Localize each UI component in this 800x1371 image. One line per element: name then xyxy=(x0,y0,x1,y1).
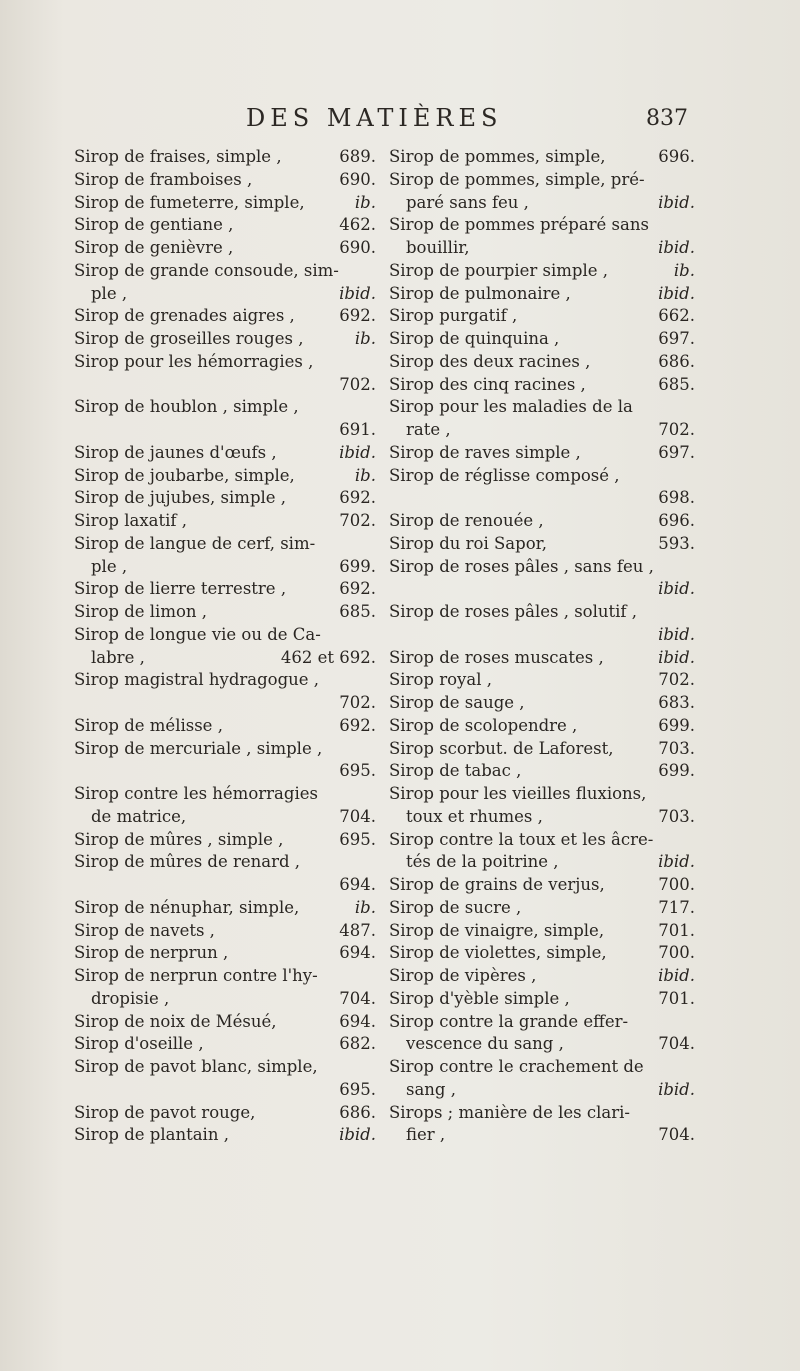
entry-text: Sirop magistral hydragogue , xyxy=(74,670,320,690)
index-entry-line xyxy=(389,283,695,306)
index-entry-line xyxy=(74,874,376,897)
index-entry-line xyxy=(389,988,695,1011)
entry-text: Sirop contre la toux et les âcre- xyxy=(389,829,654,849)
index-entry-line xyxy=(389,169,695,192)
index-entry-line xyxy=(74,692,376,715)
page-reference: 696. xyxy=(658,147,695,166)
index-entry-line xyxy=(74,738,376,761)
index-entry-line xyxy=(74,601,376,624)
entry-text: Sirop de grains de verjus, xyxy=(389,875,605,894)
page-reference: 700. xyxy=(658,875,695,894)
index-entry-line xyxy=(389,1056,695,1079)
entry-text: Sirop de vinaigre, simple, xyxy=(389,920,605,940)
page-reference: 697. xyxy=(658,442,695,462)
index-entry-line xyxy=(74,578,376,601)
index-entry-line xyxy=(74,988,376,1011)
entry-text: toux et rhumes , xyxy=(406,806,543,826)
entry-text: Sirop de grenades aigres , xyxy=(74,306,295,326)
index-entry-line xyxy=(74,237,376,260)
entry-text: Sirop contre le crachement de xyxy=(389,1057,644,1076)
entry-text: Sirop de navets , xyxy=(74,920,215,940)
entry-text: Sirops ; manière de les clari- xyxy=(389,1102,630,1122)
index-entry-line xyxy=(74,396,376,419)
entry-text: Sirop de roses muscates , xyxy=(389,647,604,667)
index-entry-line xyxy=(74,510,376,533)
page-reference: ibid. xyxy=(658,624,695,644)
page-reference: 662. xyxy=(658,306,695,326)
entry-text: Sirop de pulmonaire , xyxy=(389,283,571,303)
index-entry-line xyxy=(389,510,695,533)
entry-text: Sirop de limon , xyxy=(74,602,208,621)
index-entry-line xyxy=(74,1124,376,1147)
entry-text: Sirop de nerprun , xyxy=(74,943,229,963)
entry-text: Sirop de jujubes, simple , xyxy=(74,488,287,508)
entry-text: Sirop de violettes, simple, xyxy=(389,943,607,963)
entry-text: de matrice, xyxy=(91,806,187,826)
index-entry-line xyxy=(74,260,376,283)
entry-text: Sirop de jaunes d'œufs , xyxy=(74,442,277,462)
index-entry-line xyxy=(389,214,695,237)
page-reference: 701. xyxy=(658,920,695,940)
page-reference: 692. xyxy=(339,579,376,599)
page-reference: 694. xyxy=(339,875,376,894)
index-entry-line xyxy=(389,692,695,715)
entry-text: Sirop scorbut. de Laforest, xyxy=(389,738,614,758)
entry-text: Sirop de nénuphar, simple, xyxy=(74,897,300,917)
entry-text: vescence du sang , xyxy=(406,1034,564,1054)
index-entry-line xyxy=(74,465,376,488)
page-reference: 690. xyxy=(339,169,376,189)
index-entry-line xyxy=(74,920,376,943)
index-entry-line xyxy=(389,374,695,397)
page-reference: ibid. xyxy=(658,852,695,872)
page-reference: ibid. xyxy=(658,238,695,257)
index-entry-line xyxy=(389,578,695,601)
page-reference: 695. xyxy=(339,1079,376,1099)
entry-text: Sirop de joubarbe, simple, xyxy=(74,465,295,485)
page-reference: 699. xyxy=(658,761,695,781)
index-entry-line xyxy=(74,715,376,738)
page-reference: 717. xyxy=(658,897,695,917)
index-entry-line xyxy=(389,738,695,761)
page-reference: 697. xyxy=(658,329,695,348)
entry-text: Sirop laxatif , xyxy=(74,511,187,530)
index-entry-line xyxy=(389,760,695,783)
entry-text: Sirop de groseilles rouges , xyxy=(74,329,304,348)
index-entry-line xyxy=(389,1011,695,1034)
page-reference: 702. xyxy=(339,693,376,712)
index-entry-line xyxy=(389,192,695,215)
page-reference: 462 et 692. xyxy=(280,647,376,667)
entry-text: Sirop des cinq racines , xyxy=(389,374,586,394)
index-entry-line xyxy=(74,283,376,306)
index-entry-line xyxy=(389,1033,695,1056)
entry-text: Sirop de lierre terrestre , xyxy=(74,579,287,599)
page-reference: 593. xyxy=(658,533,695,553)
index-entry-line xyxy=(74,328,376,351)
page-number: 837 xyxy=(646,106,688,131)
index-entry-line xyxy=(389,806,695,829)
index-entry-line xyxy=(74,624,376,647)
entry-text: Sirop royal , xyxy=(389,670,492,690)
index-entry-line xyxy=(389,396,695,419)
index-entry-line xyxy=(74,1056,376,1079)
entry-text: fier , xyxy=(406,1125,446,1145)
page-reference: 686. xyxy=(658,351,695,371)
index-entry-line xyxy=(389,328,695,351)
index-entry-line xyxy=(74,760,376,783)
entry-text: Sirop des deux racines , xyxy=(389,351,591,371)
index-entry-line xyxy=(74,146,376,169)
index-entry-line xyxy=(74,829,376,852)
index-entry-line xyxy=(74,192,376,215)
index-entry-line xyxy=(389,419,695,442)
entry-text: tés de la poitrine , xyxy=(406,852,559,872)
entry-text: Sirop purgatif , xyxy=(389,306,518,326)
entry-text: Sirop de genièvre , xyxy=(74,238,234,257)
page-reference: 700. xyxy=(658,943,695,963)
index-entry-line xyxy=(389,260,695,283)
index-column-right xyxy=(389,146,695,1147)
index-entry-line xyxy=(74,556,376,579)
entry-text: Sirop de mûres , simple , xyxy=(74,829,284,849)
entry-text: Sirop contre les hémorragies xyxy=(74,784,318,803)
page-reference: 686. xyxy=(339,1102,376,1122)
page-reference: 698. xyxy=(658,488,695,508)
entry-text: Sirop de mercuriale , simple , xyxy=(74,738,323,758)
index-entry-line xyxy=(74,1011,376,1034)
index-entry-line xyxy=(389,897,695,920)
page-reference: 694. xyxy=(339,1011,376,1031)
entry-text: Sirop de vipères , xyxy=(389,966,537,985)
entry-text: Sirop de nerprun contre l'hy- xyxy=(74,966,318,985)
entry-text: dropisie , xyxy=(91,988,170,1008)
entry-text: Sirop de roses pâles , solutif , xyxy=(389,602,637,621)
entry-text: Sirop de mûres de renard , xyxy=(74,852,301,872)
index-entry-line xyxy=(74,647,376,670)
running-title: DES MATIÈRES xyxy=(246,104,503,132)
index-entry-line xyxy=(74,169,376,192)
index-entry-line xyxy=(389,1124,695,1147)
page-reference: ibid. xyxy=(658,192,695,212)
entry-text: Sirop de réglisse composé , xyxy=(389,465,620,485)
index-entry-line xyxy=(74,214,376,237)
entry-text: Sirop de pourpier simple , xyxy=(389,260,609,280)
page-reference: 704. xyxy=(658,1034,695,1054)
entry-text: Sirop de fumeterre, simple, xyxy=(74,192,305,212)
entry-text: labre , xyxy=(91,647,145,667)
entry-text: paré sans feu , xyxy=(406,192,529,212)
page-reference: 689. xyxy=(339,147,376,166)
page-reference: 683. xyxy=(658,693,695,712)
page-reference: 695. xyxy=(339,761,376,781)
page-reference: 690. xyxy=(339,238,376,257)
index-entry-line xyxy=(74,851,376,874)
index-entry-line xyxy=(74,1102,376,1125)
entry-text: Sirop de pommes préparé sans xyxy=(389,215,649,235)
page-reference: ibid. xyxy=(658,283,695,303)
page-reference: ibid. xyxy=(339,1125,376,1145)
index-entry-line xyxy=(74,897,376,920)
page-reference: ib. xyxy=(354,192,376,212)
entry-text: sang , xyxy=(406,1079,456,1099)
page-reference: ib. xyxy=(354,465,376,485)
index-entry-line xyxy=(74,1033,376,1056)
page-reference: 692. xyxy=(339,306,376,326)
entry-text: Sirop de noix de Mésué, xyxy=(74,1011,277,1031)
entry-text: Sirop de raves simple , xyxy=(389,442,581,462)
entry-text: Sirop pour les maladies de la xyxy=(389,397,633,417)
page-reference: 696. xyxy=(658,511,695,530)
page-reference: 695. xyxy=(339,829,376,849)
page-reference: ibid. xyxy=(658,966,695,985)
index-entry-line xyxy=(74,669,376,692)
index-entry-line xyxy=(74,374,376,397)
page-reference: 682. xyxy=(339,1034,376,1054)
index-entry-line xyxy=(389,237,695,260)
index-entry-line xyxy=(389,669,695,692)
index-entry-line xyxy=(389,146,695,169)
entry-text: Sirop contre la grande effer- xyxy=(389,1011,629,1031)
page-reference: 704. xyxy=(339,806,376,826)
page-reference: 699. xyxy=(339,556,376,576)
index-entry-line xyxy=(74,419,376,442)
entry-text: Sirop de framboises , xyxy=(74,169,253,189)
entry-text: Sirop de longue vie ou de Ca- xyxy=(74,624,321,644)
index-entry-line xyxy=(389,601,695,624)
index-entry-line xyxy=(74,487,376,510)
index-entry-line xyxy=(389,851,695,874)
entry-text: ple , xyxy=(91,556,128,576)
index-entry-line xyxy=(389,556,695,579)
entry-text: bouillir, xyxy=(406,238,470,257)
page-reference: ibid. xyxy=(339,442,376,462)
index-entry-line xyxy=(389,1079,695,1102)
index-entry-line xyxy=(74,305,376,328)
page-reference: ib. xyxy=(354,897,376,917)
index-entry-line xyxy=(74,965,376,988)
page-reference: 487. xyxy=(339,920,376,940)
page-reference: 692. xyxy=(339,715,376,735)
page-reference: 703. xyxy=(658,806,695,826)
entry-text: Sirop du roi Sapor, xyxy=(389,533,547,553)
entry-text: Sirop de tabac , xyxy=(389,761,522,781)
entry-text: Sirop de grande consoude, sim- xyxy=(74,260,339,280)
entry-text: Sirop de pommes, simple, pré- xyxy=(389,169,645,189)
page-reference: ibid. xyxy=(339,283,376,303)
entry-text: Sirop de mélisse , xyxy=(74,715,223,735)
page-reference: 704. xyxy=(658,1125,695,1145)
index-column-left xyxy=(74,146,376,1147)
entry-text: Sirop pour les vieilles fluxions, xyxy=(389,784,647,803)
index-entry-line xyxy=(74,351,376,374)
entry-text: Sirop de fraises, simple , xyxy=(74,147,282,166)
entry-text: Sirop de gentiane , xyxy=(74,215,234,235)
entry-text: Sirop de houblon , simple , xyxy=(74,397,299,417)
index-entry-line xyxy=(389,783,695,806)
page-reference: 702. xyxy=(658,670,695,690)
index-entry-line xyxy=(74,783,376,806)
page-header xyxy=(0,104,800,144)
page-reference: ibid. xyxy=(658,1079,695,1099)
entry-text: Sirop de renouée , xyxy=(389,511,544,530)
index-entry-line xyxy=(389,874,695,897)
entry-text: Sirop pour les hémorragies , xyxy=(74,351,314,371)
entry-text: Sirop de sucre , xyxy=(389,897,522,917)
index-entry-line xyxy=(74,442,376,465)
index-entry-line xyxy=(389,465,695,488)
index-entry-line xyxy=(74,533,376,556)
page-reference: 462. xyxy=(339,215,376,235)
index-entry-line xyxy=(389,442,695,465)
entry-text: Sirop de pavot rouge, xyxy=(74,1102,256,1122)
page-reference: ib. xyxy=(354,329,376,348)
index-entry-line xyxy=(389,647,695,670)
index-entry-line xyxy=(389,305,695,328)
index-entry-line xyxy=(389,624,695,647)
index-entry-line xyxy=(389,351,695,374)
index-entry-line xyxy=(389,965,695,988)
index-entry-line xyxy=(389,942,695,965)
page-reference: 691. xyxy=(339,420,376,439)
entry-text: Sirop de langue de cerf, sim- xyxy=(74,533,316,553)
entry-text: Sirop de scolopendre , xyxy=(389,715,578,735)
index-entry-line xyxy=(74,942,376,965)
index-entry-line xyxy=(389,533,695,556)
page-reference: ib. xyxy=(673,260,695,280)
index-entry-line xyxy=(74,806,376,829)
page-reference: 702. xyxy=(339,374,376,394)
page-reference: 702. xyxy=(339,511,376,530)
entry-text: Sirop de quinquina , xyxy=(389,329,560,348)
page-reference: ibid. xyxy=(658,647,695,667)
page-reference: 702. xyxy=(658,420,695,439)
index-entry-line xyxy=(74,1079,376,1102)
page-reference: 694. xyxy=(339,943,376,963)
page-reference: 704. xyxy=(339,988,376,1008)
index-entry-line xyxy=(389,829,695,852)
entry-text: Sirop de sauge , xyxy=(389,693,525,712)
index-entry-line xyxy=(389,1102,695,1125)
entry-text: Sirop de pavot blanc, simple, xyxy=(74,1057,318,1076)
entry-text: Sirop de pommes, simple, xyxy=(389,147,606,166)
entry-text: rate , xyxy=(406,420,451,439)
page-reference: 692. xyxy=(339,488,376,508)
index-entry-line xyxy=(389,920,695,943)
index-entry-line xyxy=(389,487,695,510)
entry-text: Sirop d'oseille , xyxy=(74,1034,204,1054)
page-reference: ibid. xyxy=(658,579,695,599)
entry-text: Sirop de roses pâles , sans feu , xyxy=(389,556,654,576)
page-reference: 701. xyxy=(658,988,695,1008)
page-reference: 685. xyxy=(658,374,695,394)
page-reference: 699. xyxy=(658,715,695,735)
entry-text: Sirop de plantain , xyxy=(74,1125,229,1145)
page-reference: 685. xyxy=(339,602,376,621)
index-entry-line xyxy=(389,715,695,738)
page-reference: 703. xyxy=(658,738,695,758)
entry-text: ple , xyxy=(91,283,128,303)
entry-text: Sirop d'yèble simple , xyxy=(389,988,570,1008)
